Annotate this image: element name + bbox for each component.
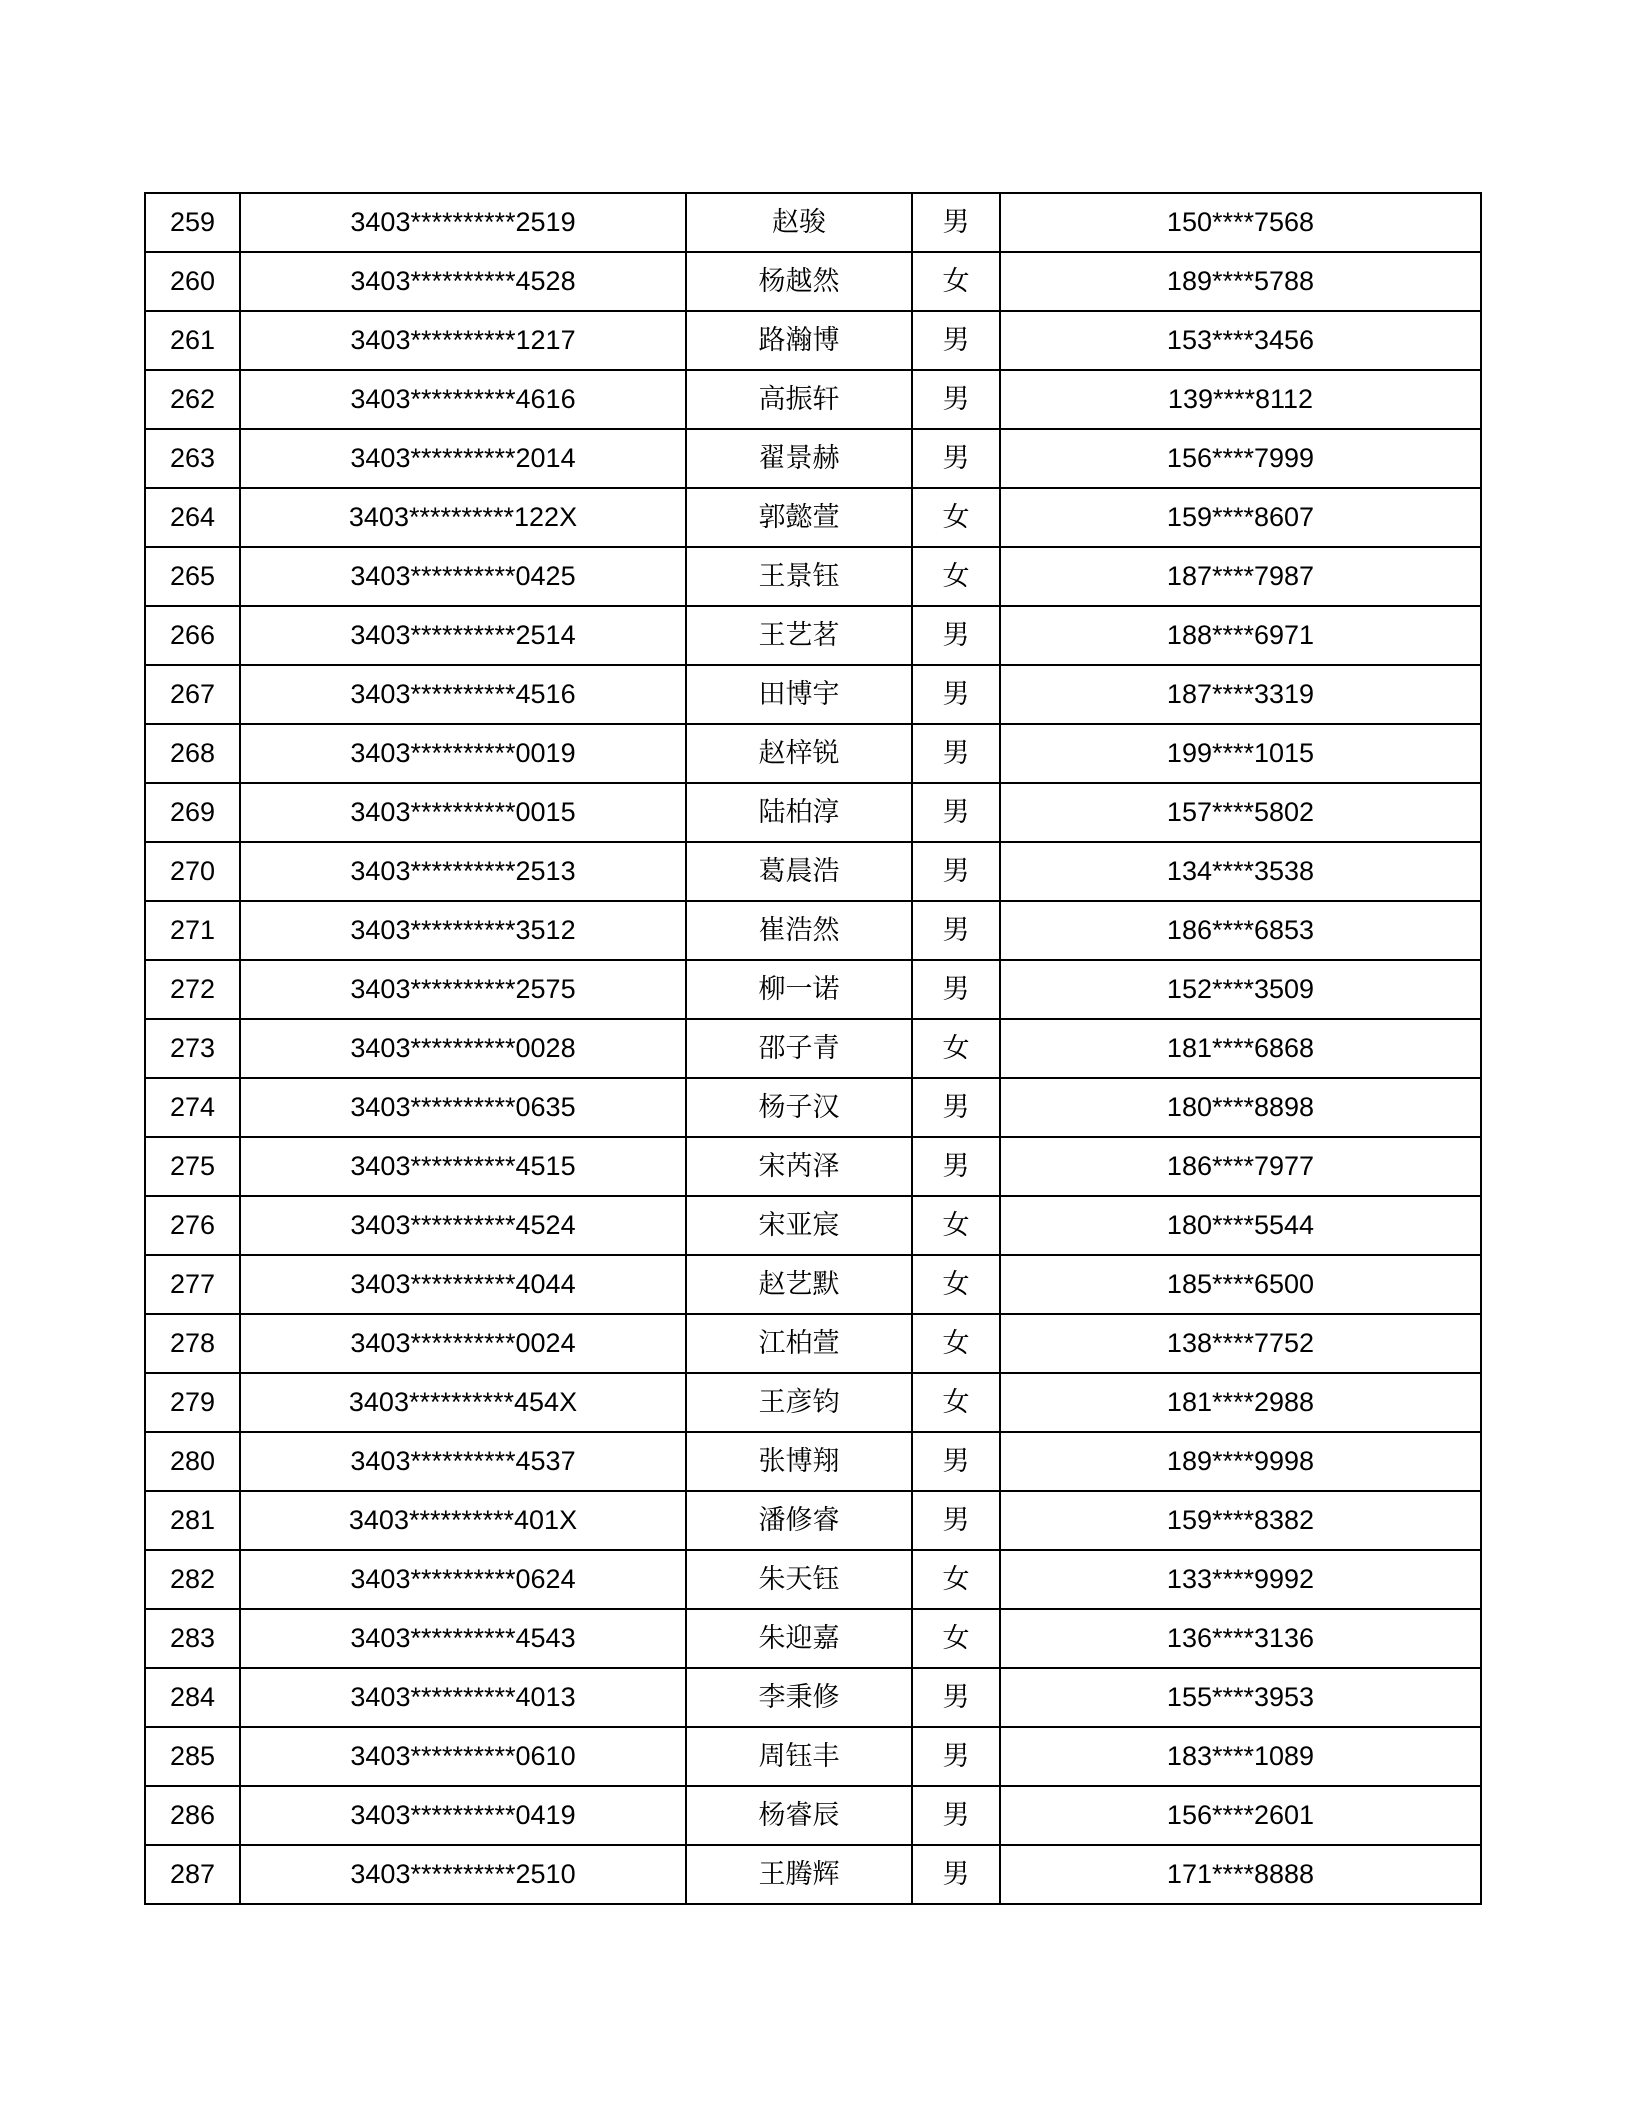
row-number-cell: 261: [145, 311, 240, 370]
row-number-cell: 277: [145, 1255, 240, 1314]
gender-cell: 女: [912, 1609, 1000, 1668]
gender-cell: 男: [912, 1137, 1000, 1196]
gender-cell: 男: [912, 1668, 1000, 1727]
row-number-cell: 264: [145, 488, 240, 547]
student-name-cell: 高振轩: [686, 370, 912, 429]
student-name-cell: 路瀚博: [686, 311, 912, 370]
student-name-cell: 王彦钧: [686, 1373, 912, 1432]
table-row: [145, 252, 1481, 311]
id-number-cell: 3403**********0624: [240, 1550, 686, 1609]
student-name-cell: 陆柏淳: [686, 783, 912, 842]
row-number-cell: 285: [145, 1727, 240, 1786]
table-row: [145, 193, 1481, 252]
gender-cell: 男: [912, 1786, 1000, 1845]
row-number-cell: 265: [145, 547, 240, 606]
phone-number-cell: 186****6853: [1000, 901, 1481, 960]
phone-number-cell: 153****3456: [1000, 311, 1481, 370]
student-name-cell: 朱天钰: [686, 1550, 912, 1609]
student-name-cell: 柳一诺: [686, 960, 912, 1019]
gender-cell: 男: [912, 783, 1000, 842]
student-name-cell: 杨睿辰: [686, 1786, 912, 1845]
id-number-cell: 3403**********1217: [240, 311, 686, 370]
phone-number-cell: 155****3953: [1000, 1668, 1481, 1727]
table-row: [145, 1314, 1481, 1373]
gender-cell: 男: [912, 1727, 1000, 1786]
student-name-cell: 邵子青: [686, 1019, 912, 1078]
id-number-cell: 3403**********0028: [240, 1019, 686, 1078]
row-number-cell: 276: [145, 1196, 240, 1255]
gender-cell: 女: [912, 1550, 1000, 1609]
table-row: [145, 1609, 1481, 1668]
phone-number-cell: 134****3538: [1000, 842, 1481, 901]
phone-number-cell: 181****2988: [1000, 1373, 1481, 1432]
phone-number-cell: 139****8112: [1000, 370, 1481, 429]
id-number-cell: 3403**********4516: [240, 665, 686, 724]
phone-number-cell: 156****7999: [1000, 429, 1481, 488]
row-number-cell: 274: [145, 1078, 240, 1137]
id-number-cell: 3403**********0610: [240, 1727, 686, 1786]
id-number-cell: 3403**********2510: [240, 1845, 686, 1904]
student-name-cell: 葛晨浩: [686, 842, 912, 901]
roster-table-body: [145, 193, 1481, 1904]
table-row: [145, 901, 1481, 960]
id-number-cell: 3403**********4528: [240, 252, 686, 311]
gender-cell: 女: [912, 1373, 1000, 1432]
phone-number-cell: 180****5544: [1000, 1196, 1481, 1255]
student-name-cell: 王景钰: [686, 547, 912, 606]
phone-number-cell: 138****7752: [1000, 1314, 1481, 1373]
row-number-cell: 280: [145, 1432, 240, 1491]
id-number-cell: 3403**********0024: [240, 1314, 686, 1373]
phone-number-cell: 189****9998: [1000, 1432, 1481, 1491]
table-row: [145, 1786, 1481, 1845]
row-number-cell: 271: [145, 901, 240, 960]
gender-cell: 男: [912, 1845, 1000, 1904]
student-name-cell: 田博宇: [686, 665, 912, 724]
gender-cell: 男: [912, 370, 1000, 429]
row-number-cell: 269: [145, 783, 240, 842]
table-row: [145, 1727, 1481, 1786]
phone-number-cell: 159****8382: [1000, 1491, 1481, 1550]
table-row: [145, 960, 1481, 1019]
gender-cell: 男: [912, 901, 1000, 960]
table-row: [145, 606, 1481, 665]
gender-cell: 男: [912, 1078, 1000, 1137]
student-name-cell: 赵骏: [686, 193, 912, 252]
student-name-cell: 李秉修: [686, 1668, 912, 1727]
id-number-cell: 3403**********4013: [240, 1668, 686, 1727]
student-name-cell: 杨子汉: [686, 1078, 912, 1137]
row-number-cell: 281: [145, 1491, 240, 1550]
row-number-cell: 275: [145, 1137, 240, 1196]
phone-number-cell: 156****2601: [1000, 1786, 1481, 1845]
gender-cell: 女: [912, 1255, 1000, 1314]
phone-number-cell: 188****6971: [1000, 606, 1481, 665]
gender-cell: 女: [912, 1196, 1000, 1255]
student-name-cell: 王腾辉: [686, 1845, 912, 1904]
gender-cell: 女: [912, 1019, 1000, 1078]
id-number-cell: 3403**********2014: [240, 429, 686, 488]
row-number-cell: 272: [145, 960, 240, 1019]
table-row: [145, 1845, 1481, 1904]
phone-number-cell: 199****1015: [1000, 724, 1481, 783]
table-row: [145, 1550, 1481, 1609]
id-number-cell: 3403**********4044: [240, 1255, 686, 1314]
student-name-cell: 朱迎嘉: [686, 1609, 912, 1668]
roster-table: [144, 192, 1482, 1905]
row-number-cell: 284: [145, 1668, 240, 1727]
gender-cell: 男: [912, 606, 1000, 665]
phone-number-cell: 171****8888: [1000, 1845, 1481, 1904]
row-number-cell: 268: [145, 724, 240, 783]
row-number-cell: 279: [145, 1373, 240, 1432]
student-name-cell: 潘修睿: [686, 1491, 912, 1550]
table-row: [145, 547, 1481, 606]
phone-number-cell: 152****3509: [1000, 960, 1481, 1019]
table-row: [145, 1196, 1481, 1255]
row-number-cell: 283: [145, 1609, 240, 1668]
student-name-cell: 杨越然: [686, 252, 912, 311]
phone-number-cell: 185****6500: [1000, 1255, 1481, 1314]
id-number-cell: 3403**********4543: [240, 1609, 686, 1668]
id-number-cell: 3403**********4537: [240, 1432, 686, 1491]
student-name-cell: 张博翔: [686, 1432, 912, 1491]
phone-number-cell: 183****1089: [1000, 1727, 1481, 1786]
phone-number-cell: 157****5802: [1000, 783, 1481, 842]
gender-cell: 男: [912, 960, 1000, 1019]
phone-number-cell: 136****3136: [1000, 1609, 1481, 1668]
id-number-cell: 3403**********401X: [240, 1491, 686, 1550]
table-row: [145, 1255, 1481, 1314]
row-number-cell: 262: [145, 370, 240, 429]
phone-number-cell: 187****3319: [1000, 665, 1481, 724]
row-number-cell: 286: [145, 1786, 240, 1845]
id-number-cell: 3403**********454X: [240, 1373, 686, 1432]
row-number-cell: 282: [145, 1550, 240, 1609]
table-row: [145, 488, 1481, 547]
id-number-cell: 3403**********3512: [240, 901, 686, 960]
student-name-cell: 宋亚宸: [686, 1196, 912, 1255]
gender-cell: 男: [912, 429, 1000, 488]
row-number-cell: 266: [145, 606, 240, 665]
gender-cell: 男: [912, 1432, 1000, 1491]
student-name-cell: 崔浩然: [686, 901, 912, 960]
table-row: [145, 842, 1481, 901]
id-number-cell: 3403**********4515: [240, 1137, 686, 1196]
row-number-cell: 267: [145, 665, 240, 724]
gender-cell: 男: [912, 665, 1000, 724]
table-row: [145, 370, 1481, 429]
phone-number-cell: 159****8607: [1000, 488, 1481, 547]
row-number-cell: 273: [145, 1019, 240, 1078]
table-row: [145, 724, 1481, 783]
id-number-cell: 3403**********122X: [240, 488, 686, 547]
table-row: [145, 1432, 1481, 1491]
phone-number-cell: 180****8898: [1000, 1078, 1481, 1137]
table-row: [145, 1137, 1481, 1196]
row-number-cell: 270: [145, 842, 240, 901]
table-row: [145, 1668, 1481, 1727]
phone-number-cell: 133****9992: [1000, 1550, 1481, 1609]
student-name-cell: 赵梓锐: [686, 724, 912, 783]
row-number-cell: 259: [145, 193, 240, 252]
id-number-cell: 3403**********4524: [240, 1196, 686, 1255]
student-name-cell: 翟景赫: [686, 429, 912, 488]
row-number-cell: 260: [145, 252, 240, 311]
table-row: [145, 665, 1481, 724]
table-row: [145, 1019, 1481, 1078]
gender-cell: 男: [912, 193, 1000, 252]
id-number-cell: 3403**********2519: [240, 193, 686, 252]
phone-number-cell: 181****6868: [1000, 1019, 1481, 1078]
row-number-cell: 287: [145, 1845, 240, 1904]
student-name-cell: 周钰丰: [686, 1727, 912, 1786]
phone-number-cell: 186****7977: [1000, 1137, 1481, 1196]
id-number-cell: 3403**********0019: [240, 724, 686, 783]
gender-cell: 男: [912, 311, 1000, 370]
gender-cell: 女: [912, 1314, 1000, 1373]
table-row: [145, 1373, 1481, 1432]
gender-cell: 女: [912, 488, 1000, 547]
phone-number-cell: 189****5788: [1000, 252, 1481, 311]
gender-cell: 女: [912, 252, 1000, 311]
id-number-cell: 3403**********2513: [240, 842, 686, 901]
table-row: [145, 1491, 1481, 1550]
student-name-cell: 宋芮泽: [686, 1137, 912, 1196]
student-name-cell: 江柏萱: [686, 1314, 912, 1373]
table-row: [145, 311, 1481, 370]
table-row: [145, 783, 1481, 842]
gender-cell: 女: [912, 547, 1000, 606]
row-number-cell: 263: [145, 429, 240, 488]
gender-cell: 男: [912, 842, 1000, 901]
id-number-cell: 3403**********2575: [240, 960, 686, 1019]
gender-cell: 男: [912, 724, 1000, 783]
id-number-cell: 3403**********2514: [240, 606, 686, 665]
student-name-cell: 赵艺默: [686, 1255, 912, 1314]
table-row: [145, 1078, 1481, 1137]
phone-number-cell: 187****7987: [1000, 547, 1481, 606]
id-number-cell: 3403**********0635: [240, 1078, 686, 1137]
id-number-cell: 3403**********0425: [240, 547, 686, 606]
student-name-cell: 王艺茗: [686, 606, 912, 665]
phone-number-cell: 150****7568: [1000, 193, 1481, 252]
id-number-cell: 3403**********4616: [240, 370, 686, 429]
id-number-cell: 3403**********0419: [240, 1786, 686, 1845]
gender-cell: 男: [912, 1491, 1000, 1550]
row-number-cell: 278: [145, 1314, 240, 1373]
student-name-cell: 郭懿萱: [686, 488, 912, 547]
id-number-cell: 3403**********0015: [240, 783, 686, 842]
table-row: [145, 429, 1481, 488]
